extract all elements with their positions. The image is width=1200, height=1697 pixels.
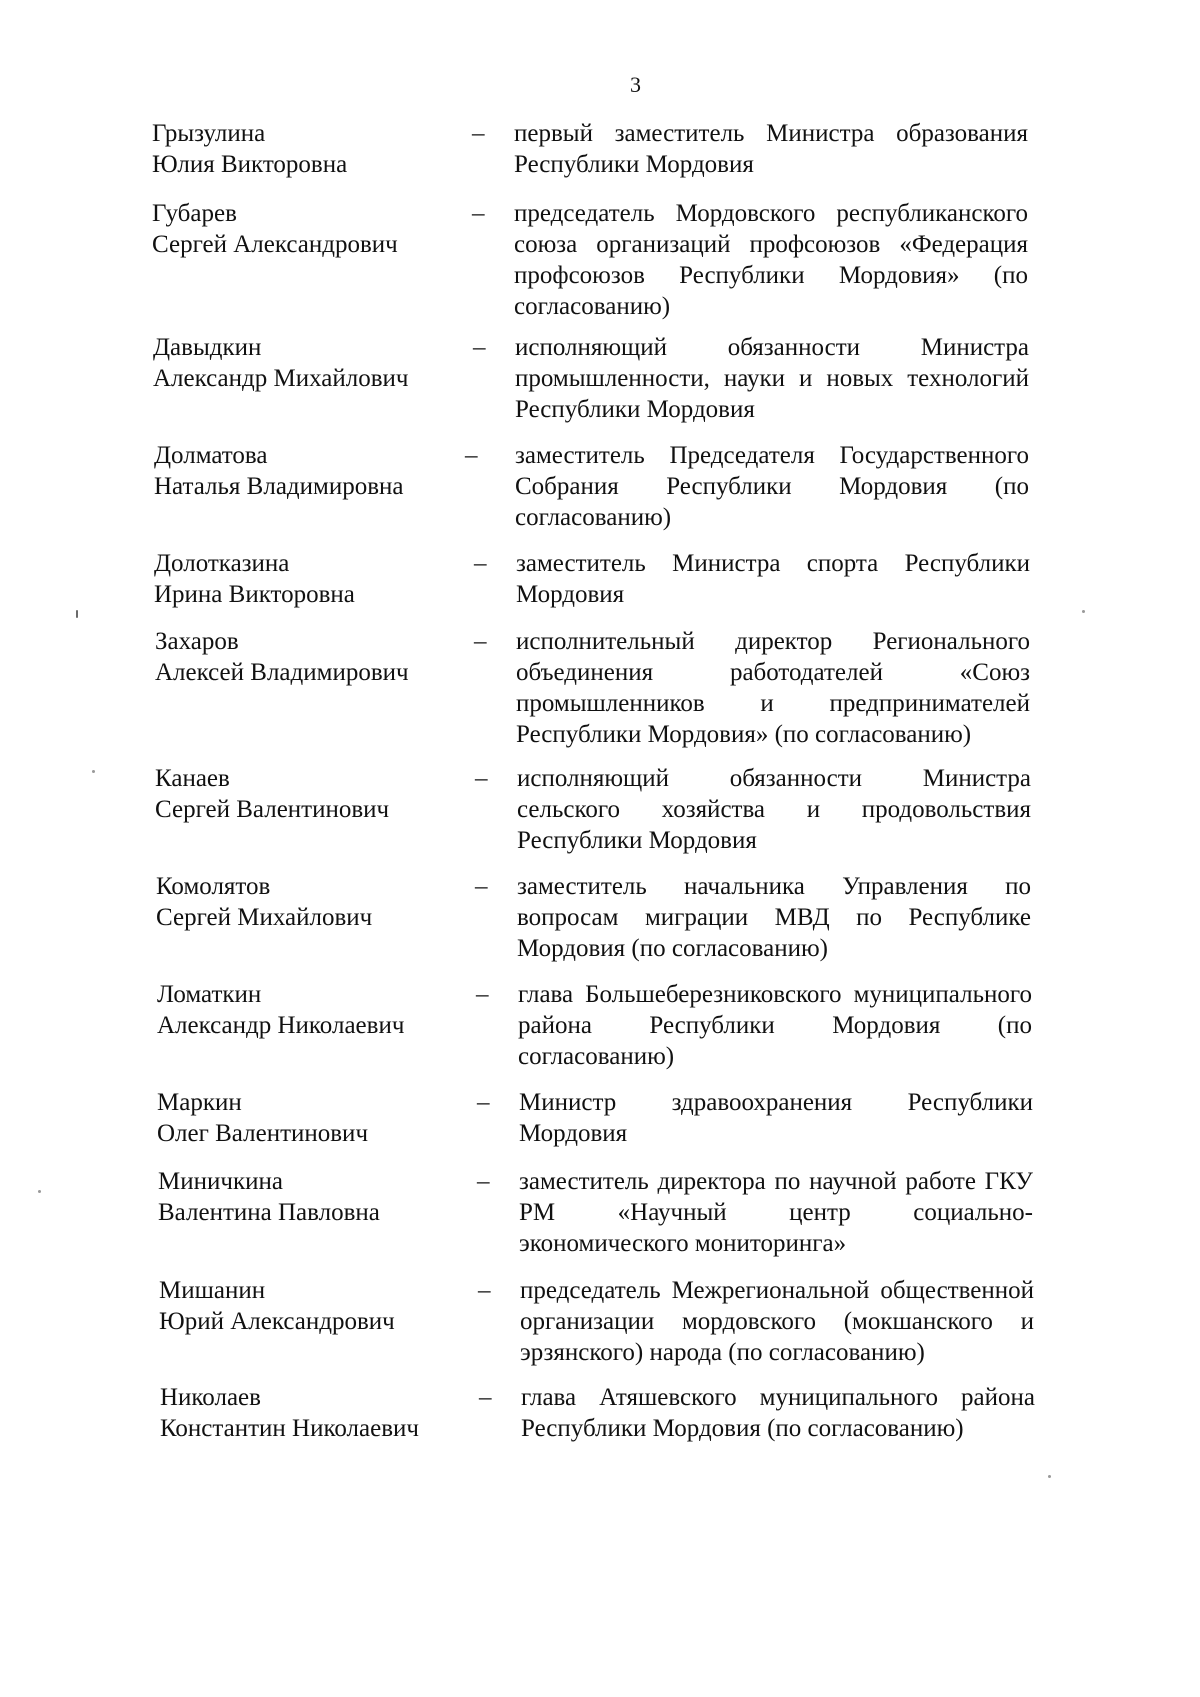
member-surname: Долотказина [154,550,290,577]
member-name [155,763,475,825]
member-given-names: Ирина Викторовна [154,581,355,608]
member-surname: Долматова [154,442,268,469]
member-dash: – [474,550,487,577]
member-position: Министр здравоохранения Республики Мордовия [519,1089,1033,1147]
member-position: первый заместитель Министра образования Республики Мордовия [514,120,1028,178]
member-list [0,118,1200,1678]
member-given-names: Олег Валентинович [157,1120,369,1147]
member-dash: – [477,1168,490,1195]
member-name [160,1382,480,1444]
member-surname: Захаров [155,628,239,655]
member-position: глава Большеберезниковского муниципального района Республики Мордовия (по согласованию) [518,981,1032,1070]
member-dash: – [478,1277,491,1304]
member-name [154,548,474,610]
member-surname: Ломаткин [157,981,262,1008]
member-given-names: Валентина Павловна [158,1199,380,1226]
member-dash: – [472,200,485,227]
member-given-names: Наталья Владимировна [154,473,404,500]
member-surname: Комолятов [156,873,271,900]
scan-speck [38,1190,41,1193]
member-position: председатель Мордовского республиканского союза организаций профсоюзов «Федерация профсоюзов Республики Мордовия» (по согласованию) [514,200,1028,320]
member-dash: – [473,334,486,361]
member-name [156,871,476,933]
member-name [152,118,472,180]
member-dash: – [476,981,489,1008]
member-dash: – [474,628,487,655]
member-surname: Канаев [155,765,230,792]
member-surname: Маркин [157,1089,242,1116]
member-name [158,1166,478,1228]
member-given-names: Юлия Викторовна [152,151,348,178]
member-position: исполняющий обязанности Министра промышленности, науки и новых технологий Республики Мордовия [515,334,1029,423]
member-surname: Мишанин [159,1277,266,1304]
member-position: исполнительный директор Регионального объединения работодателей «Союз промышленников и предпринимателей Республики Мордовия» (по согласованию) [516,628,1030,748]
member-position: глава Атяшевского муниципального района Республики Мордовия (по согласованию) [521,1384,1035,1442]
member-position: исполняющий обязанности Министра сельского хозяйства и продовольствия Республики Мордовия [517,765,1031,854]
member-surname: Давыдкин [153,334,262,361]
member-dash: – [475,873,488,900]
member-surname: Губарев [152,200,237,227]
member-given-names: Константин Николаевич [160,1415,419,1442]
scan-speck [92,770,95,773]
member-given-names: Алексей Владимирович [155,659,409,686]
member-dash: – [479,1384,492,1411]
scan-speck [1082,610,1085,613]
member-name [154,440,474,502]
page-number: 3 [630,72,641,97]
member-name [157,979,477,1041]
member-name [155,626,475,688]
member-surname: Николаев [160,1384,261,1411]
member-given-names: Александр Николаевич [157,1012,405,1039]
member-given-names: Сергей Александрович [152,231,398,258]
member-dash: – [465,442,478,469]
member-dash: – [472,120,485,147]
scan-speck [76,610,78,618]
member-surname: Миничкина [158,1168,283,1195]
member-given-names: Сергей Валентинович [155,796,390,823]
member-dash: – [475,765,488,792]
member-position: заместитель директора по научной работе ГКУ РМ «Научный центр социально-экономического мониторинга» [519,1168,1033,1257]
member-dash: – [477,1089,490,1116]
member-given-names: Сергей Михайлович [156,904,373,931]
member-position: заместитель Министра спорта Республики Мордовия [516,550,1030,608]
scan-speck [1048,1475,1051,1478]
member-surname: Грызулина [152,120,266,147]
member-name [152,198,472,260]
member-name [157,1087,477,1149]
member-name [159,1275,479,1337]
member-position: заместитель начальника Управления по вопросам миграции МВД по Республике Мордовия (по согласованию) [517,873,1031,962]
member-position: заместитель Председателя Государственного Собрания Республики Мордовия (по согласованию) [515,442,1029,531]
member-given-names: Юрий Александрович [159,1308,395,1335]
member-name [153,332,473,394]
member-given-names: Александр Михайлович [153,365,409,392]
member-position: председатель Межрегиональной общественной организации мордовского (мокшанского и эрзянского) народа (по согласованию) [520,1277,1034,1366]
